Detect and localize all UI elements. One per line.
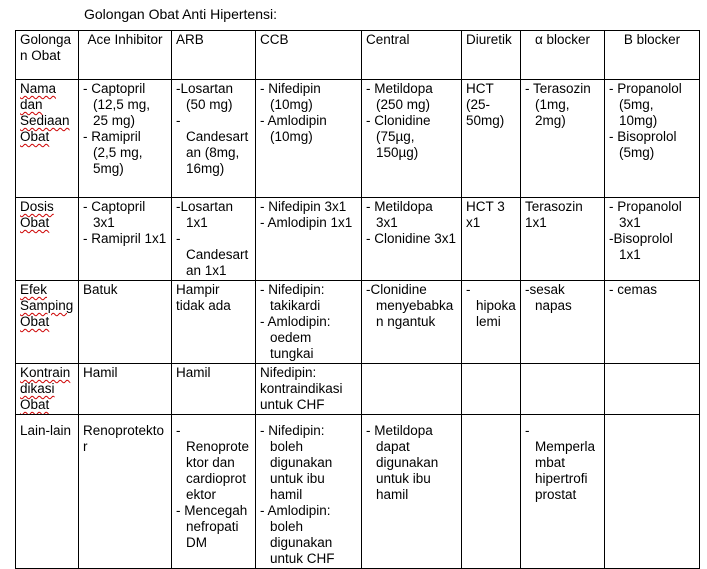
cell-diuretik [462, 198, 521, 281]
cell-entry: - Memperlambat hipertrofi prostat [525, 423, 596, 502]
cell-arb [172, 364, 256, 415]
row-label [16, 415, 79, 569]
cell-ace [79, 198, 172, 281]
cell-central [362, 198, 462, 281]
cell-entry: -hipokalemi [466, 282, 516, 329]
header-central: Central [362, 31, 462, 80]
row-label-text: Kontraindikasi Obat [20, 365, 71, 412]
row-label-text: Dosis Obat [20, 199, 54, 230]
cell-entry: - Clonidine (75µg, 150µg) [366, 113, 431, 160]
cell-alpha [521, 415, 605, 569]
cell-entry: -Candesartan 1x1 [176, 231, 249, 278]
cell-entry: - Amlodipin (10mg) [260, 113, 327, 144]
cell-diuretik [462, 364, 521, 415]
cell-ace [79, 415, 172, 569]
header-golongan: Golongan Obat [16, 31, 79, 80]
cell-entry: HCT (25-50mg) [466, 81, 505, 128]
table-row [16, 415, 700, 569]
cell-arb [172, 415, 256, 569]
cell-entry: - cemas [609, 282, 658, 297]
cell-entry: Terasozin 1x1 [525, 199, 583, 230]
cell-alpha [521, 281, 605, 364]
cell-entry: - Amlodipin: boleh digunakan untuk CHF [260, 503, 335, 566]
cell-entry: - Renoprotektor dan cardioprotektor [176, 423, 250, 502]
cell-entry: -Losartan (50 mg) [176, 81, 234, 112]
cell-arb [172, 281, 256, 364]
row-label [16, 80, 79, 198]
cell-entry: - Ramipril 1x1 [83, 231, 167, 246]
cell-entry: -Clonidine menyebabkan ngantuk [366, 282, 454, 329]
cell-entry: -Losartan 1x1 [176, 199, 234, 230]
cell-ccb [256, 415, 362, 569]
cell-entry: -Candesartan (8mg, 16mg) [176, 113, 249, 176]
page-title: Golongan Obat Anti Hipertensi: [84, 6, 278, 22]
header-alpha-blocker: α blocker [521, 31, 605, 80]
cell-ccb [256, 281, 362, 364]
cell-entry: -Bisoprolol 1x1 [609, 231, 673, 262]
cell-beta [605, 80, 700, 198]
cell-entry: Hamil [83, 365, 118, 380]
cell-central [362, 80, 462, 198]
cell-diuretik [462, 80, 521, 198]
cell-entry: - Amlodipin 1x1 [260, 215, 353, 230]
table-row [16, 281, 700, 364]
cell-ccb [256, 198, 362, 281]
row-label-text: Lain-lain [20, 423, 72, 438]
row-label [16, 281, 79, 364]
header-row [16, 31, 700, 80]
cell-alpha [521, 198, 605, 281]
cell-entry: - Amlodipin: oedem tungkai [260, 314, 331, 361]
cell-entry: - Propanolol (5mg, 10mg) [609, 81, 682, 128]
cell-entry: - Propanolol 3x1 [609, 199, 682, 230]
cell-beta [605, 281, 700, 364]
header-beta-blocker: B blocker [605, 31, 700, 80]
hypertension-drug-table [15, 30, 700, 569]
cell-arb [172, 198, 256, 281]
cell-entry: - Terasozin (1mg, 2mg) [525, 81, 591, 128]
cell-entry: - Captopril (12,5 mg, 25 mg) [83, 81, 151, 128]
cell-entry: HCT 3 x1 [466, 199, 505, 230]
cell-arb [172, 80, 256, 198]
cell-diuretik [462, 415, 521, 569]
cell-entry: - Clonidine 3x1 [366, 231, 457, 246]
row-label-text: Efek Samping Obat [20, 282, 74, 329]
row-label [16, 364, 79, 415]
cell-alpha [521, 80, 605, 198]
cell-beta [605, 198, 700, 281]
cell-entry: - Nifedipin 3x1 [260, 199, 347, 214]
cell-central [362, 281, 462, 364]
cell-entry: Renoprotektor [83, 423, 165, 454]
cell-entry: - Captopril 3x1 [83, 199, 146, 230]
cell-ccb [256, 80, 362, 198]
cell-entry: Nifedipin: kontraindikasi untuk CHF [260, 365, 343, 412]
header-ccb: CCB [256, 31, 362, 80]
cell-entry: Hamil [176, 365, 211, 380]
cell-entry: - Metildopa (250 mg) [366, 81, 433, 112]
cell-central [362, 415, 462, 569]
cell-entry: - Mencegah nefropati DM [176, 503, 248, 550]
cell-entry: Batuk [83, 282, 118, 297]
cell-entry: - Nifedipin: boleh digunakan untuk ibu hamil [260, 423, 333, 502]
cell-entry: - Bisoprolol (5mg) [609, 129, 677, 160]
cell-central [362, 364, 462, 415]
table-row [16, 198, 700, 281]
cell-beta [605, 415, 700, 569]
cell-entry: - Metildopa 3x1 [366, 199, 433, 230]
cell-entry: - Nifedipin (10mg) [260, 81, 321, 112]
cell-entry: - Nifedipin: takikardi [260, 282, 325, 313]
cell-ace [79, 281, 172, 364]
header-ace-inhibitor: Ace Inhibitor [79, 31, 172, 80]
header-arb: ARB [172, 31, 256, 80]
cell-ace [79, 80, 172, 198]
row-label-text: Nama dan Sediaan Obat [20, 81, 70, 144]
cell-ccb [256, 364, 362, 415]
table-row [16, 364, 700, 415]
cell-diuretik [462, 281, 521, 364]
cell-alpha [521, 364, 605, 415]
cell-entry: - Metildopa dapat digunakan untuk ibu hamil [366, 423, 439, 502]
cell-entry: -sesak napas [525, 282, 572, 313]
header-diuretik: Diuretik [462, 31, 521, 80]
cell-entry: - Ramipril (2,5 mg, 5mg) [83, 129, 143, 176]
cell-beta [605, 364, 700, 415]
cell-entry: Hampir tidak ada [176, 282, 231, 313]
table-row [16, 80, 700, 198]
cell-ace [79, 364, 172, 415]
row-label [16, 198, 79, 281]
